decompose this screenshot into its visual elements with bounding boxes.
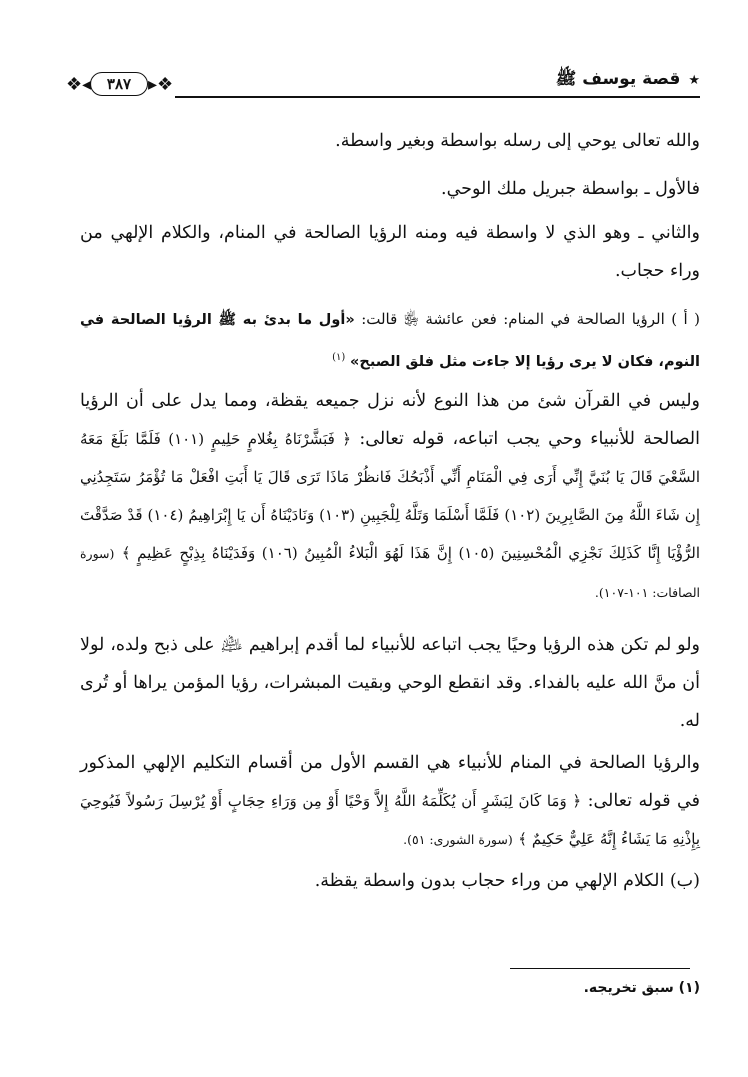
paragraph-8: (ب) الكلام الإلهي من وراء حجاب بدون واسطة يقظة. — [314, 871, 700, 891]
hadith-quote: «أول ما بدئ به ﷺ الرؤيا الصالحة في النوم، فكان لا يرى رؤيا إلا جاءت مثل فلق الصبح» — [80, 312, 700, 370]
flourish-right-icon: ▸❖ — [148, 74, 174, 95]
paragraph-2: فالأول ـ بواسطة جبريل ملك الوحي. — [441, 179, 700, 199]
footnote: (١) سبق تخريجه. — [583, 980, 700, 996]
paragraph-6: ولو لم تكن هذه الرؤيا وحيًا يجب اتباعه للأنبياء لما أقدم إبراهيم ﵇ على ذبح ولده، لولا أن منَّ الله عليه بالفداء. وقد انقطع الوحي وبقيت المبشرات، رؤيا المؤمن يراها أو تُرى له. — [80, 635, 700, 731]
paragraph-4-lead: ( أ ) الرؤيا الصالحة في المنام: فعن عائشة ﵂ قالت: — [361, 310, 700, 328]
running-title-text: قصة يوسف ﷺ — [555, 69, 681, 89]
paragraph-5 — [80, 382, 700, 612]
paragraph-4 — [80, 300, 700, 381]
surah-ref-saffat: (سورة الصافات: ١٠١-١٠٧). — [80, 546, 700, 600]
page-header — [60, 62, 700, 102]
paragraph-7 — [80, 744, 700, 859]
paragraph-5-text: وليس في القرآن شئ من هذا النوع لأنه نزل جميعه يقظة، ومما يدل على أن الرؤيا الصالحة للأنبياء وحي يجب اتباعه، قوله تعالى: — [80, 391, 700, 449]
quran-verse-saffat: ﴿ فَبَشَّرْنَاهُ بِغُلامٍ حَلِيمٍ (١٠١) فَلَمَّا بَلَغَ مَعَهُ السَّعْيَ قَالَ يَا بُنَيَّ إِنِّي أَرَى فِي الْمَنَامِ أَنِّي أَذْبَحُكَ فَانظُرْ مَاذَا تَرَى قَالَ يَا أَبَتِ افْعَلْ مَا تُؤْمَرُ سَتَجِدُنِي إِن شَاءَ اللَّهُ مِنَ الصَّابِرِينَ (١٠٢) فَلَمَّا أَسْلَمَا وَتَلَّهُ لِلْجَبِينِ (١٠٣) وَنَادَيْنَاهُ أَن يَا إِبْرَاهِيمُ (١٠٤) قَدْ صَدَّقْتَ الرُّؤْيَا إِنَّا كَذَلِكَ نَجْزِي الْمُحْسِنِينَ (١٠٥) إِنَّ هَذَا لَهُوَ الْبَلاءُ الْمُبِينُ (١٠٦) وَفَدَيْنَاهُ بِذِبْحٍ عَظِيمٍ ﴾ — [80, 430, 700, 562]
quran-verse-shura: ﴿ وَمَا كَانَ لِبَشَرٍ أَن يُكَلِّمَهُ اللَّهُ إِلاَّ وَحْيًا أَوْ مِن وَرَاءِ حِجَابٍ أَوْ يُرْسِلَ رَسُولاً فَيُوحِيَ بِإِذْنِهِ مَا يَشَاءُ إِنَّهُ عَلِيٌّ حَكِيمٌ ﴾ — [80, 792, 700, 848]
running-title — [556, 68, 700, 93]
header-rule — [175, 96, 700, 98]
footnote-divider — [510, 968, 690, 969]
paragraph-1: والله تعالى يوحي إلى رسله بواسطة وبغير واسطة. — [335, 131, 700, 151]
paragraph-3: والثاني ـ وهو الذي لا واسطة فيه ومنه الرؤيا الصالحة في المنام، والكلام الإلهي من وراء حجاب. — [80, 223, 700, 281]
flourish-left-icon: ❖◂ — [66, 74, 92, 95]
page-number-ornament — [60, 72, 178, 106]
page-number: ٣٨٧ — [90, 72, 148, 96]
surah-ref-shura: (سورة الشورى: ٥١). — [403, 832, 513, 847]
paragraph-7-text: والرؤيا الصالحة في المنام للأنبياء هي القسم الأول من أقسام التكليم الإلهي المذكور في قوله تعالى: — [80, 753, 700, 811]
footnote-ref: (١) — [332, 352, 346, 363]
star-icon: ★ — [688, 73, 700, 88]
